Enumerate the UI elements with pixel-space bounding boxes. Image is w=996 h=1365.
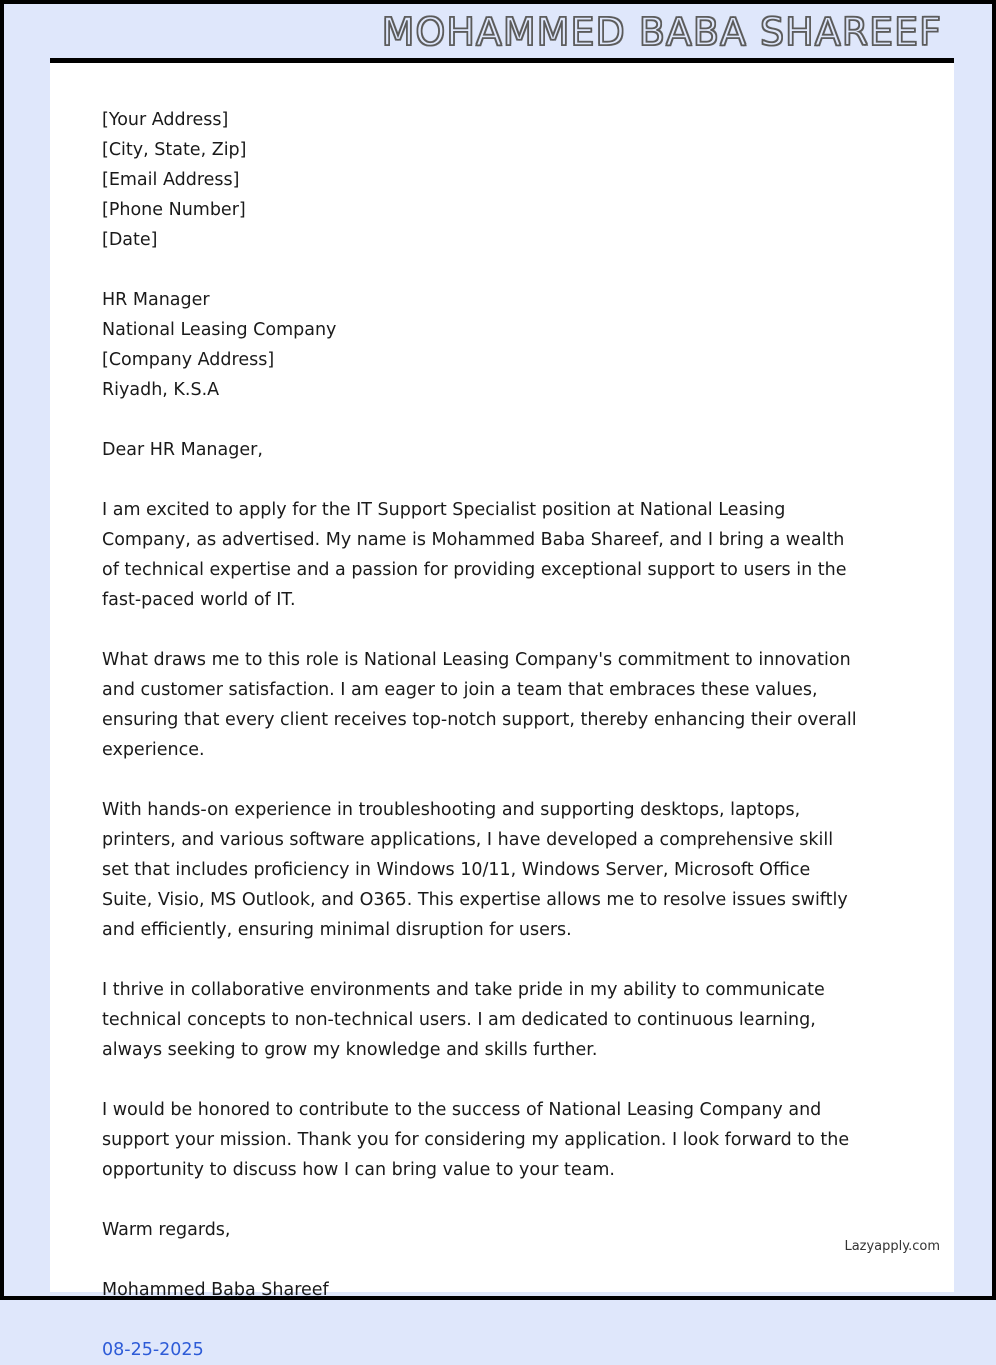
signature-name: Mohammed Baba Shareef (102, 1280, 329, 1300)
letter-paragraph: What draws me to this role is National Leasing Company's commitment to innovation and customer satisfaction. I am eager to join a team that embraces these values, ensuring that every client receives top-notch support, thereby enhancing their overall experience. (102, 650, 857, 760)
recipient-address-line: [Company Address] (102, 350, 275, 370)
sender-address-line: [Email Address] (102, 170, 240, 190)
letter-date: 08-25-2025 (102, 1340, 204, 1360)
closing: Warm regards, (102, 1220, 231, 1240)
recipient-address-line: Riyadh, K.S.A (102, 380, 220, 400)
letter-paragraph: I thrive in collaborative environments and take pride in my ability to communicate technical concepts to non-technical users. I am dedicated to continuous learning, always seeking to grow my knowledge and skills further. (102, 980, 825, 1060)
sender-address-line: [Date] (102, 230, 158, 250)
recipient-address-line: National Leasing Company (102, 320, 337, 340)
sender-address-block (102, 105, 860, 255)
recipient-address-line: HR Manager (102, 290, 210, 310)
letter-paragraph: With hands-on experience in troubleshooting and supporting desktops, laptops, printers, and various software applications, I have developed a comprehensive skill set that includes proficiency in Windows 10/11, Windows Server, Microsoft Office Suite, Visio, MS Outlook, and O365. This expertise allows me to resolve issues swiftly and efficiently, ensuring minimal disruption for users. (102, 800, 848, 940)
sender-address-line: [City, State, Zip] (102, 140, 247, 160)
letter-paragraph: I would be honored to contribute to the success of National Leasing Company and support your mission. Thank you for considering my application. I look forward to the opportunity to discuss how I can bring value to your team. (102, 1100, 850, 1180)
letter-sheet (50, 58, 954, 1360)
salutation: Dear HR Manager, (102, 440, 263, 460)
letter-paragraph: I am excited to apply for the IT Support Specialist position at National Leasing Company, as advertised. My name is Mohammed Baba Shareef, and I bring a wealth of technical expertise and a passion for providing exceptional support to users in the fast-paced world of IT. (102, 500, 847, 610)
sender-address-line: [Your Address] (102, 110, 229, 130)
recipient-address-block (102, 285, 860, 405)
watermark-label: Lazyapply.com (844, 1239, 940, 1254)
sender-address-line: [Phone Number] (102, 200, 246, 220)
page-title: MOHAMMED BABA SHAREEF (381, 10, 942, 54)
document-header (8, 8, 988, 58)
cover-letter-body (50, 63, 860, 1365)
